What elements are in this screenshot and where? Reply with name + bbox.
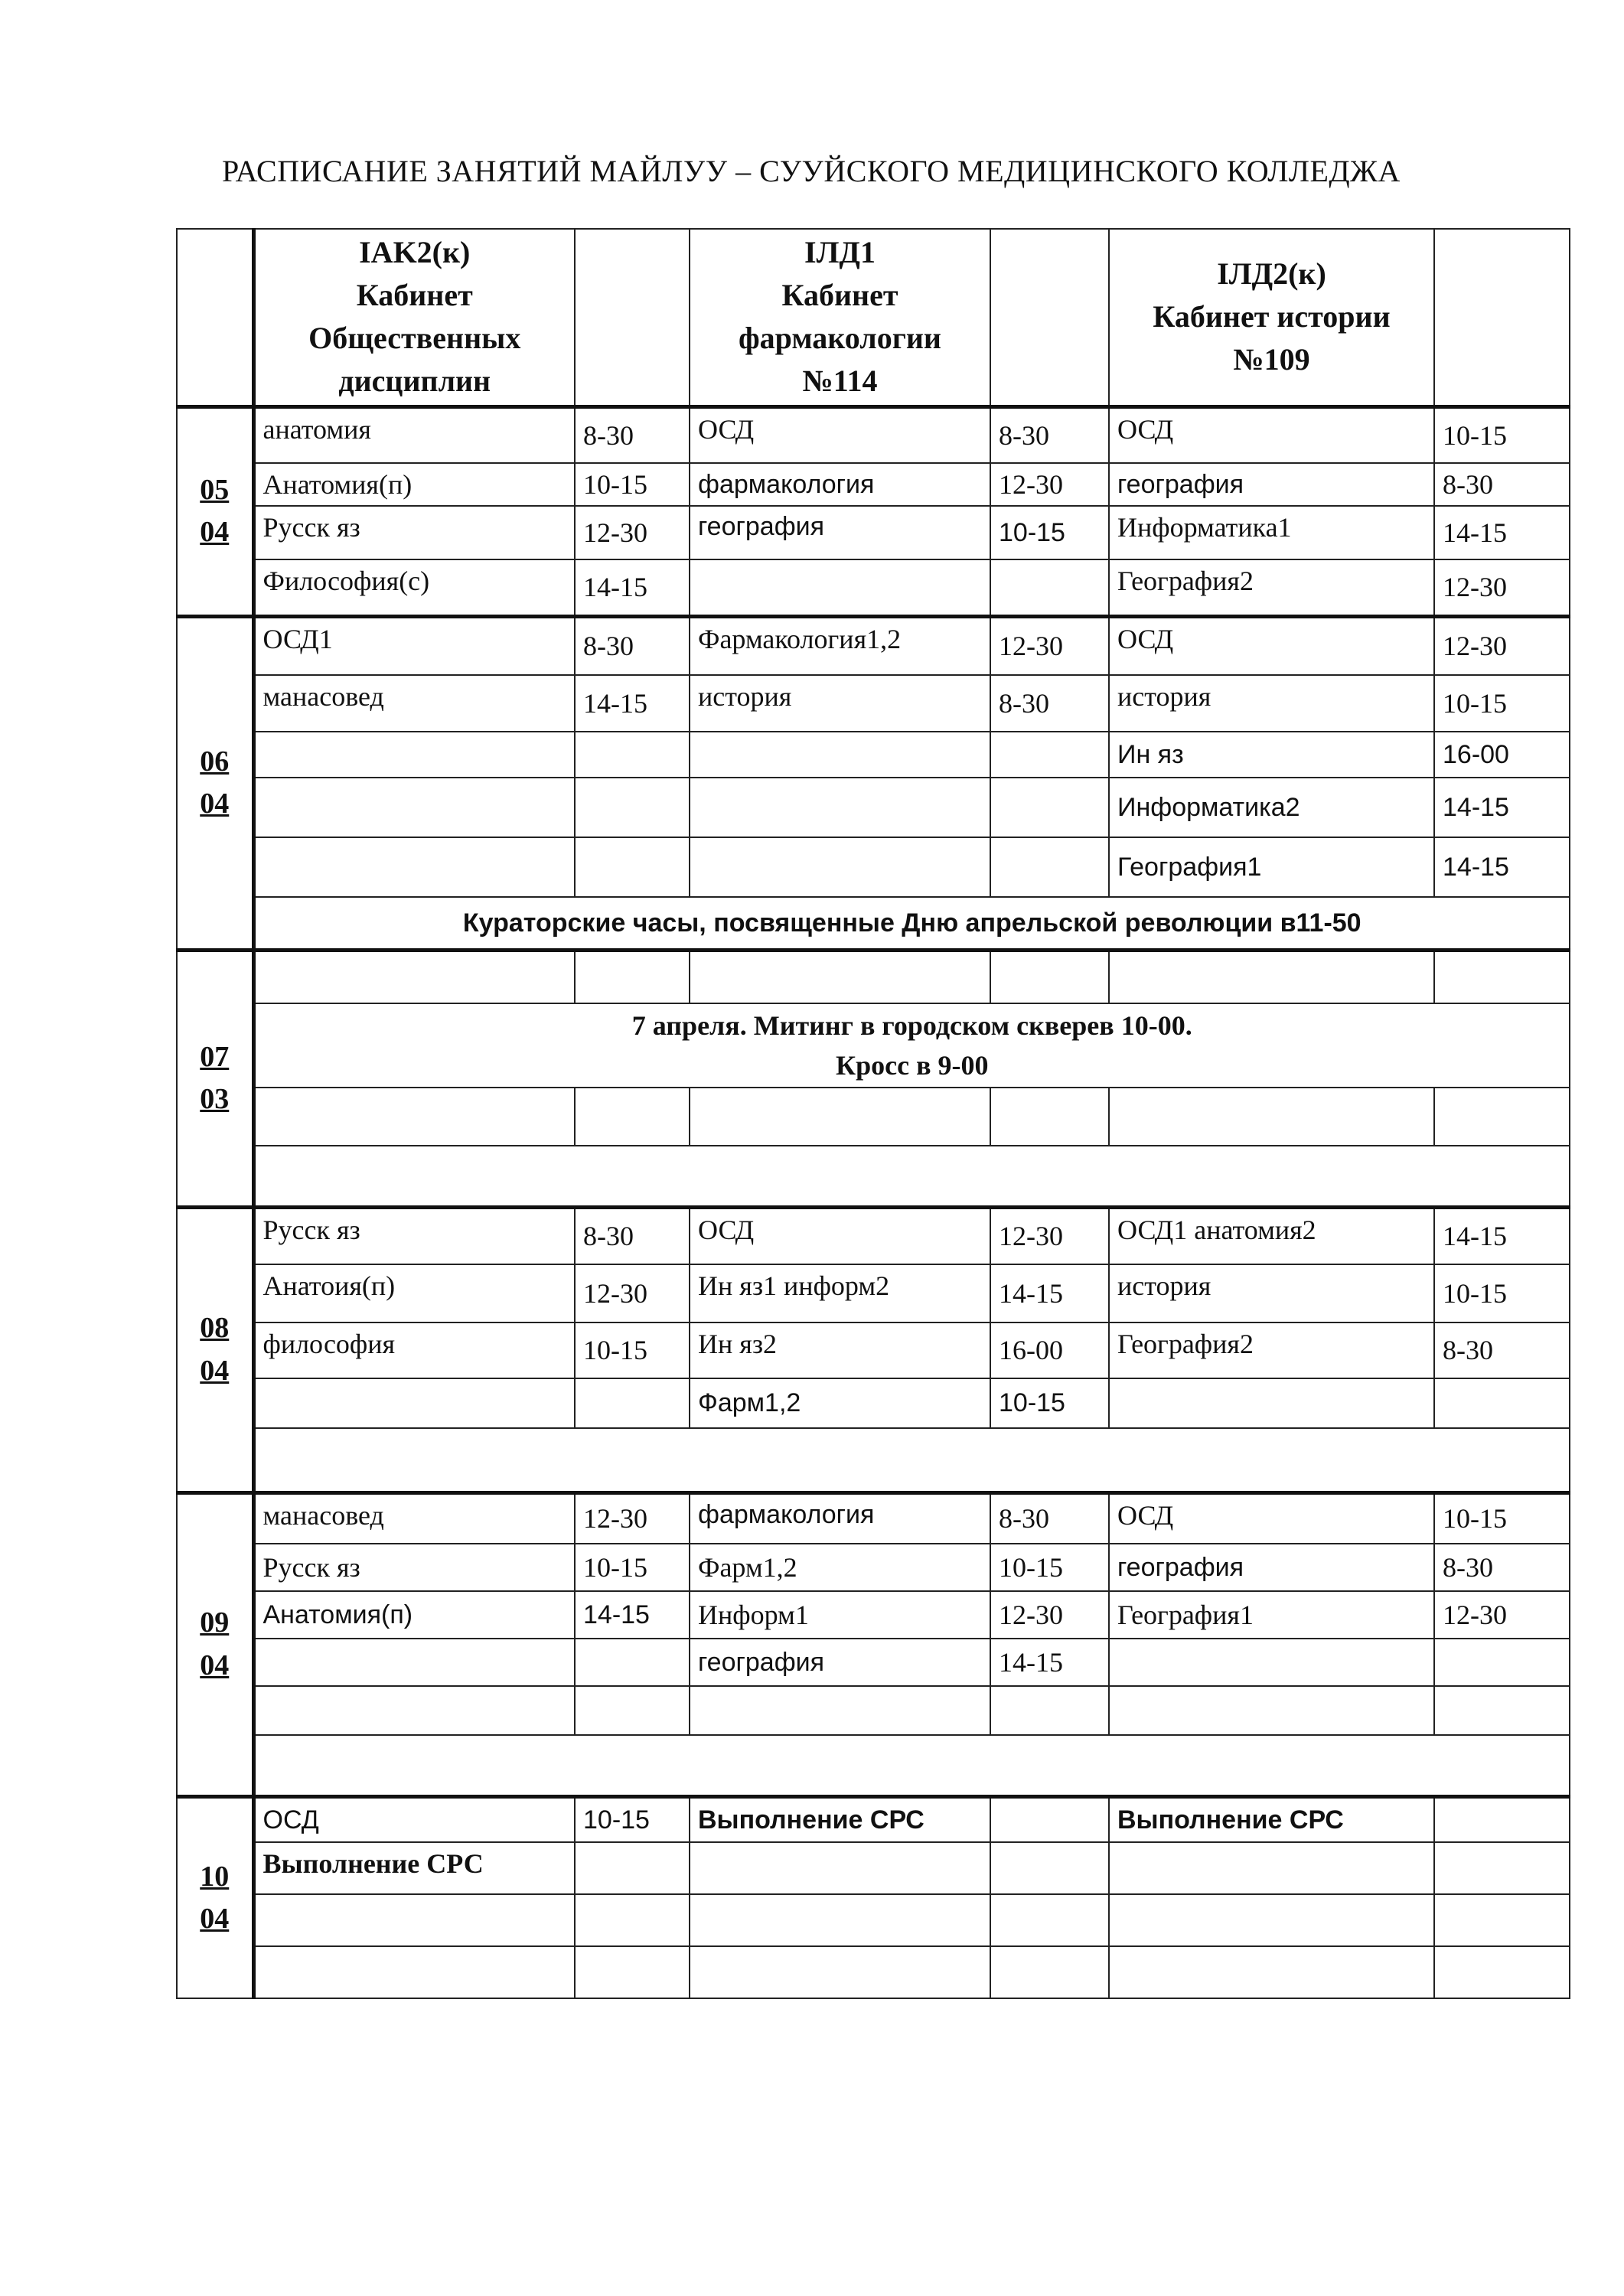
subject-cell: география [690, 1639, 990, 1686]
empty-cell [1109, 1894, 1434, 1946]
subject-cell: Фарм1,2 [690, 1378, 990, 1428]
table-row [177, 1088, 1570, 1146]
subject-cell: Русск яз [253, 1207, 575, 1264]
time-cell [575, 837, 690, 897]
empty-cell [990, 1088, 1109, 1146]
subject-cell: Выполнение СРС [1109, 1796, 1434, 1842]
table-row [177, 1842, 1570, 1894]
empty-cell [1109, 1088, 1434, 1146]
empty-cell [690, 1686, 990, 1735]
time-cell: 14-15 [1434, 778, 1570, 837]
subject-cell: анатомия [253, 406, 575, 463]
table-row [177, 616, 1570, 675]
table-row [177, 506, 1570, 559]
subject-cell [253, 837, 575, 897]
time-cell: 12-30 [1434, 1591, 1570, 1639]
table-row [177, 559, 1570, 616]
spacer-row [177, 1735, 1570, 1796]
table-row [177, 778, 1570, 837]
subject-cell [690, 837, 990, 897]
subject-cell [1109, 1639, 1434, 1686]
subject-cell: ОСД [1109, 406, 1434, 463]
empty-cell [253, 1894, 575, 1946]
time-cell: 10-15 [1434, 1492, 1570, 1544]
subject-cell: фармакология [690, 463, 990, 506]
curator-hours-note: Кураторские часы, посвященные Дню апрельской революции в11-50 [253, 897, 1570, 950]
date-cell-0504: 05 04 [177, 406, 253, 616]
subject-cell: Выполнение СРС [253, 1842, 575, 1894]
subject-cell [1109, 1842, 1434, 1894]
subject-cell: Анатомия(п) [253, 463, 575, 506]
empty-cell [253, 1686, 575, 1735]
date-cell-1004: 10 04 [177, 1796, 253, 1998]
subject-cell: Философия(с) [253, 559, 575, 616]
time-cell [575, 778, 690, 837]
subject-cell: география [1109, 463, 1434, 506]
time-cell: 8-30 [575, 1207, 690, 1264]
table-row [177, 1946, 1570, 1998]
subject-cell: манасовед [253, 675, 575, 732]
empty-cell [1434, 1946, 1570, 1998]
date-cell-0604: 06 04 [177, 616, 253, 950]
time-cell [990, 837, 1109, 897]
subject-cell: история [1109, 675, 1434, 732]
empty-cell [1434, 1686, 1570, 1735]
empty-cell [575, 1894, 690, 1946]
spacer-row [177, 1146, 1570, 1207]
date-cell-0703: 07 03 [177, 950, 253, 1207]
time-cell [990, 1842, 1109, 1894]
empty-cell [1109, 950, 1434, 1003]
rally-announcement: 7 апреля. Митинг в городском скверев 10-00. Кросс в 9-00 [253, 1003, 1570, 1088]
time-cell: 8-30 [990, 406, 1109, 463]
time-cell [1434, 1378, 1570, 1428]
table-row [177, 1686, 1570, 1735]
empty-cell [575, 950, 690, 1003]
corner-cell [177, 229, 253, 406]
subject-cell: ОСД1 анатомия2 [1109, 1207, 1434, 1264]
empty-cell [990, 1894, 1109, 1946]
subject-cell: ОСД [690, 1207, 990, 1264]
time-cell: 14-15 [575, 1591, 690, 1639]
time-cell [1434, 1842, 1570, 1894]
subject-cell [690, 732, 990, 778]
subject-cell: География2 [1109, 559, 1434, 616]
time-cell: 12-30 [1434, 559, 1570, 616]
table-row [177, 1591, 1570, 1639]
subject-cell: Русск яз [253, 1544, 575, 1591]
subject-cell: ОСД [253, 1796, 575, 1842]
empty-cell [1109, 1686, 1434, 1735]
group-header-ild2: IЛД2(к) Кабинет истории №109 [1109, 229, 1434, 406]
time-cell: 14-15 [990, 1264, 1109, 1322]
time-cell: 14-15 [575, 675, 690, 732]
time-cell: 12-30 [990, 463, 1109, 506]
time-cell: 10-15 [1434, 1264, 1570, 1322]
subject-cell: География1 [1109, 1591, 1434, 1639]
time-cell [575, 1378, 690, 1428]
group-header-ild1: IЛД1 Кабинет фармакологии №114 [690, 229, 990, 406]
note-row [177, 897, 1570, 950]
table-row [177, 1894, 1570, 1946]
subject-cell: ОСД [1109, 616, 1434, 675]
empty-cell [575, 1946, 690, 1998]
table-row [177, 1207, 1570, 1264]
subject-cell: манасовед [253, 1492, 575, 1544]
subject-cell: Анатоия(п) [253, 1264, 575, 1322]
empty-cell [253, 1735, 1570, 1796]
table-row [177, 1492, 1570, 1544]
empty-cell [253, 1146, 1570, 1207]
empty-cell [1109, 1946, 1434, 1998]
spacer-row [177, 1428, 1570, 1492]
subject-cell [253, 732, 575, 778]
subject-cell: Ин яз2 [690, 1322, 990, 1378]
time-cell: 10-15 [990, 506, 1109, 559]
subject-cell: ОСД [690, 406, 990, 463]
time-cell: 8-30 [990, 675, 1109, 732]
time-cell: 12-30 [575, 1264, 690, 1322]
empty-cell [690, 1088, 990, 1146]
empty-cell [253, 1088, 575, 1146]
time-cell [575, 732, 690, 778]
subject-cell: География1 [1109, 837, 1434, 897]
empty-cell [1434, 1088, 1570, 1146]
subject-cell: география [1109, 1544, 1434, 1591]
time-cell: 8-30 [1434, 1544, 1570, 1591]
table-row [177, 837, 1570, 897]
subject-cell [253, 778, 575, 837]
time-cell: 12-30 [990, 1591, 1109, 1639]
time-cell: 14-15 [1434, 837, 1570, 897]
time-cell: 10-15 [575, 1544, 690, 1591]
time-cell: 14-15 [990, 1639, 1109, 1686]
time-cell [990, 559, 1109, 616]
time-cell [575, 1639, 690, 1686]
time-cell [1434, 1796, 1570, 1842]
subject-cell: Ин яз [1109, 732, 1434, 778]
time-header [575, 229, 690, 406]
subject-cell: Информатика1 [1109, 506, 1434, 559]
empty-cell [253, 1428, 1570, 1492]
time-cell: 8-30 [990, 1492, 1109, 1544]
subject-cell: ОСД1 [253, 616, 575, 675]
subject-cell: Фарм1,2 [690, 1544, 990, 1591]
table-row [177, 675, 1570, 732]
time-cell [1434, 1639, 1570, 1686]
announcement-row [177, 1003, 1570, 1088]
table-row [177, 1796, 1570, 1842]
subject-cell: Анатомия(п) [253, 1591, 575, 1639]
empty-cell [690, 1946, 990, 1998]
subject-cell: География2 [1109, 1322, 1434, 1378]
empty-cell [990, 1946, 1109, 1998]
empty-cell [1434, 950, 1570, 1003]
time-cell: 8-30 [1434, 463, 1570, 506]
subject-cell [690, 1842, 990, 1894]
time-cell: 16-00 [1434, 732, 1570, 778]
time-cell: 12-30 [575, 1492, 690, 1544]
empty-cell [575, 1686, 690, 1735]
time-cell: 10-15 [575, 463, 690, 506]
date-cell-0804: 08 04 [177, 1207, 253, 1492]
time-cell: 12-30 [990, 616, 1109, 675]
table-row [177, 463, 1570, 506]
empty-cell [990, 950, 1109, 1003]
subject-cell [253, 1639, 575, 1686]
table-row [177, 1378, 1570, 1428]
time-cell [990, 1796, 1109, 1842]
time-cell: 10-15 [1434, 675, 1570, 732]
time-cell: 8-30 [1434, 1322, 1570, 1378]
table-row [177, 406, 1570, 463]
empty-cell [990, 1686, 1109, 1735]
time-cell: 8-30 [575, 616, 690, 675]
subject-cell: Выполнение СРС [690, 1796, 990, 1842]
date-cell-0904: 09 04 [177, 1492, 253, 1796]
table-row [177, 950, 1570, 1003]
time-cell: 16-00 [990, 1322, 1109, 1378]
page-title: РАСПИСАНИЕ ЗАНЯТИЙ МАЙЛУУ – СУУЙСКОГО МЕДИЦИНСКОГО КОЛЛЕДЖА [222, 154, 1401, 188]
empty-cell [253, 950, 575, 1003]
table-row [177, 1544, 1570, 1591]
time-cell: 10-15 [575, 1322, 690, 1378]
subject-cell: география [690, 506, 990, 559]
time-cell [575, 1842, 690, 1894]
subject-cell: история [1109, 1264, 1434, 1322]
empty-cell [253, 1946, 575, 1998]
subject-cell [690, 778, 990, 837]
empty-cell [690, 950, 990, 1003]
table-row [177, 1322, 1570, 1378]
time-cell: 12-30 [1434, 616, 1570, 675]
group-header-iak2: IAK2(к) Кабинет Общественных дисциплин [253, 229, 575, 406]
empty-cell [575, 1088, 690, 1146]
subject-cell: Фармакология1,2 [690, 616, 990, 675]
empty-cell [690, 1894, 990, 1946]
schedule-table [176, 228, 1570, 1999]
time-header [990, 229, 1109, 406]
subject-cell: ОСД [1109, 1492, 1434, 1544]
table-row [177, 732, 1570, 778]
subject-cell: фармакология [690, 1492, 990, 1544]
time-cell: 14-15 [575, 559, 690, 616]
time-cell: 14-15 [1434, 506, 1570, 559]
time-cell: 12-30 [575, 506, 690, 559]
time-cell: 10-15 [990, 1378, 1109, 1428]
subject-cell: Ин яз1 информ2 [690, 1264, 990, 1322]
empty-cell [1434, 1894, 1570, 1946]
time-cell: 10-15 [990, 1544, 1109, 1591]
subject-cell: история [690, 675, 990, 732]
time-cell [990, 732, 1109, 778]
time-cell: 12-30 [990, 1207, 1109, 1264]
time-cell: 8-30 [575, 406, 690, 463]
subject-cell: философия [253, 1322, 575, 1378]
subject-cell [1109, 1378, 1434, 1428]
subject-cell: Русск яз [253, 506, 575, 559]
table-row [177, 1639, 1570, 1686]
table-row [177, 1264, 1570, 1322]
time-header [1434, 229, 1570, 406]
subject-cell: Информ1 [690, 1591, 990, 1639]
subject-cell: Информатика2 [1109, 778, 1434, 837]
time-cell: 10-15 [1434, 406, 1570, 463]
subject-cell [253, 1378, 575, 1428]
header-row [177, 229, 1570, 406]
time-cell [990, 778, 1109, 837]
time-cell: 14-15 [1434, 1207, 1570, 1264]
subject-cell [690, 559, 990, 616]
time-cell: 10-15 [575, 1796, 690, 1842]
